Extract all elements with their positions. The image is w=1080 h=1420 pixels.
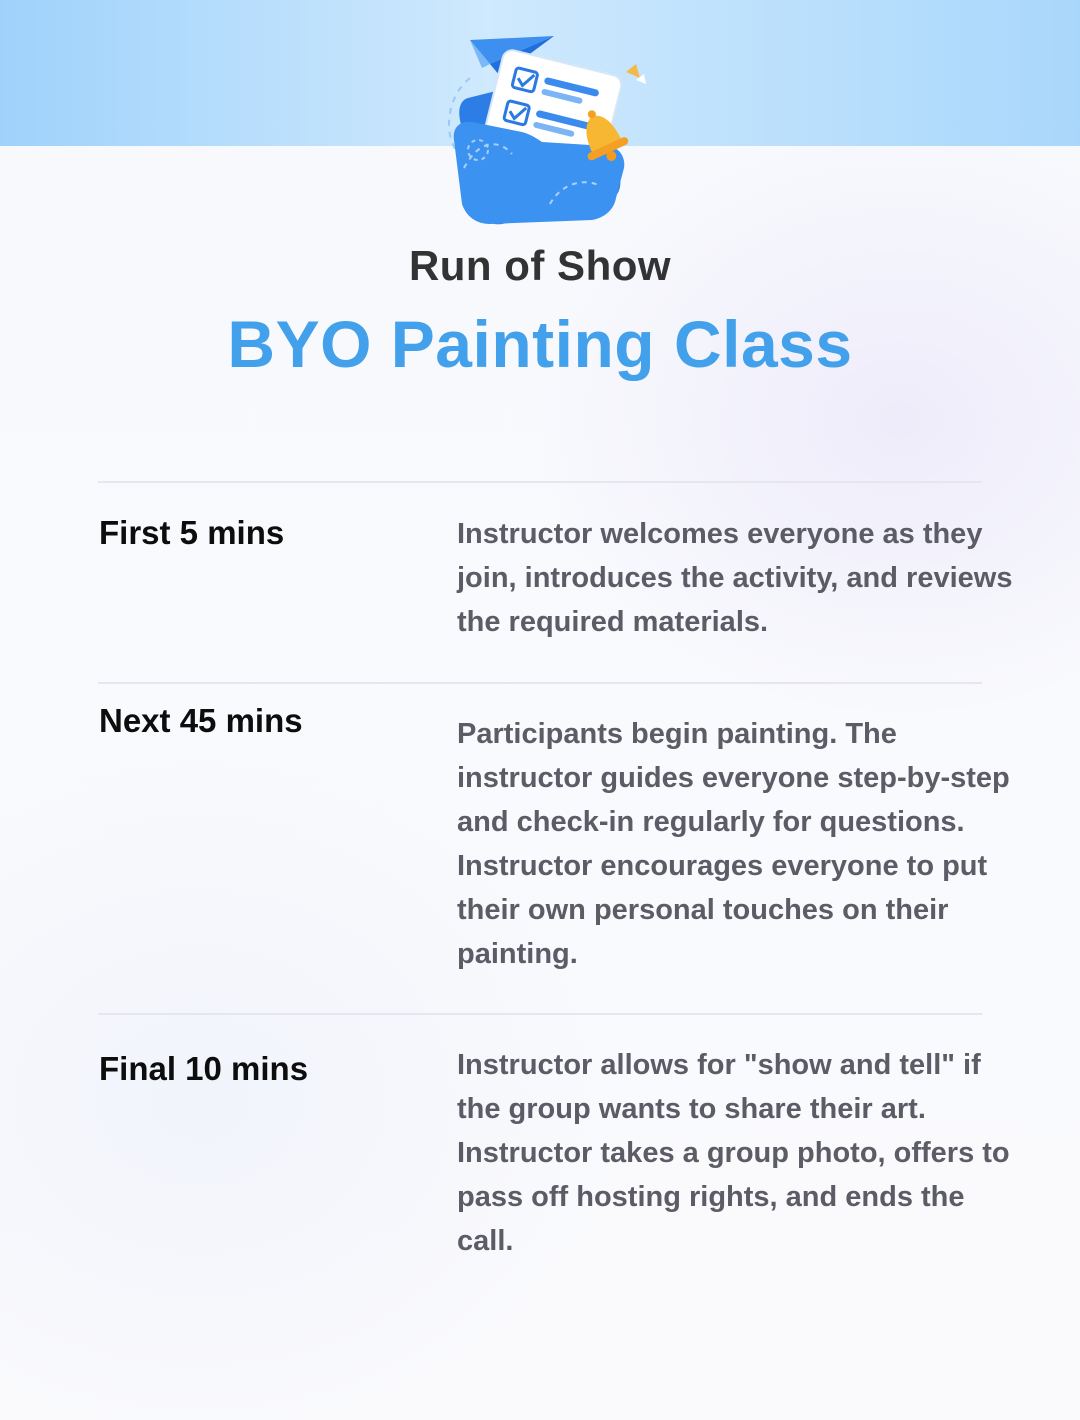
- schedule-description-next: Participants begin painting. The instructor guides everyone step-by-step and check-in regularly for questions. Instructor encourages everyone to put their own personal touches on their painting.: [457, 718, 1010, 970]
- divider: [98, 682, 982, 684]
- schedule-time-next: Next 45 mins: [99, 702, 303, 739]
- schedule-time-final: Final 10 mins: [99, 1050, 309, 1087]
- schedule-description-final: Instructor allows for "show and tell" if the group wants to share their art. Instructor takes a group photo, offers to pass off hosting rights, and ends the call.: [457, 1049, 1010, 1257]
- divider: [98, 1013, 982, 1015]
- checklist-folder-icon: [430, 28, 660, 228]
- schedule-description-first: Instructor welcomes everyone as they join, introduces the activity, and reviews the required materials.: [457, 518, 1013, 638]
- divider: [98, 481, 982, 483]
- page-subtitle: Run of Show: [408, 242, 672, 289]
- page-title: BYO Painting Class: [227, 307, 853, 381]
- schedule-time-first: First 5 mins: [99, 514, 285, 551]
